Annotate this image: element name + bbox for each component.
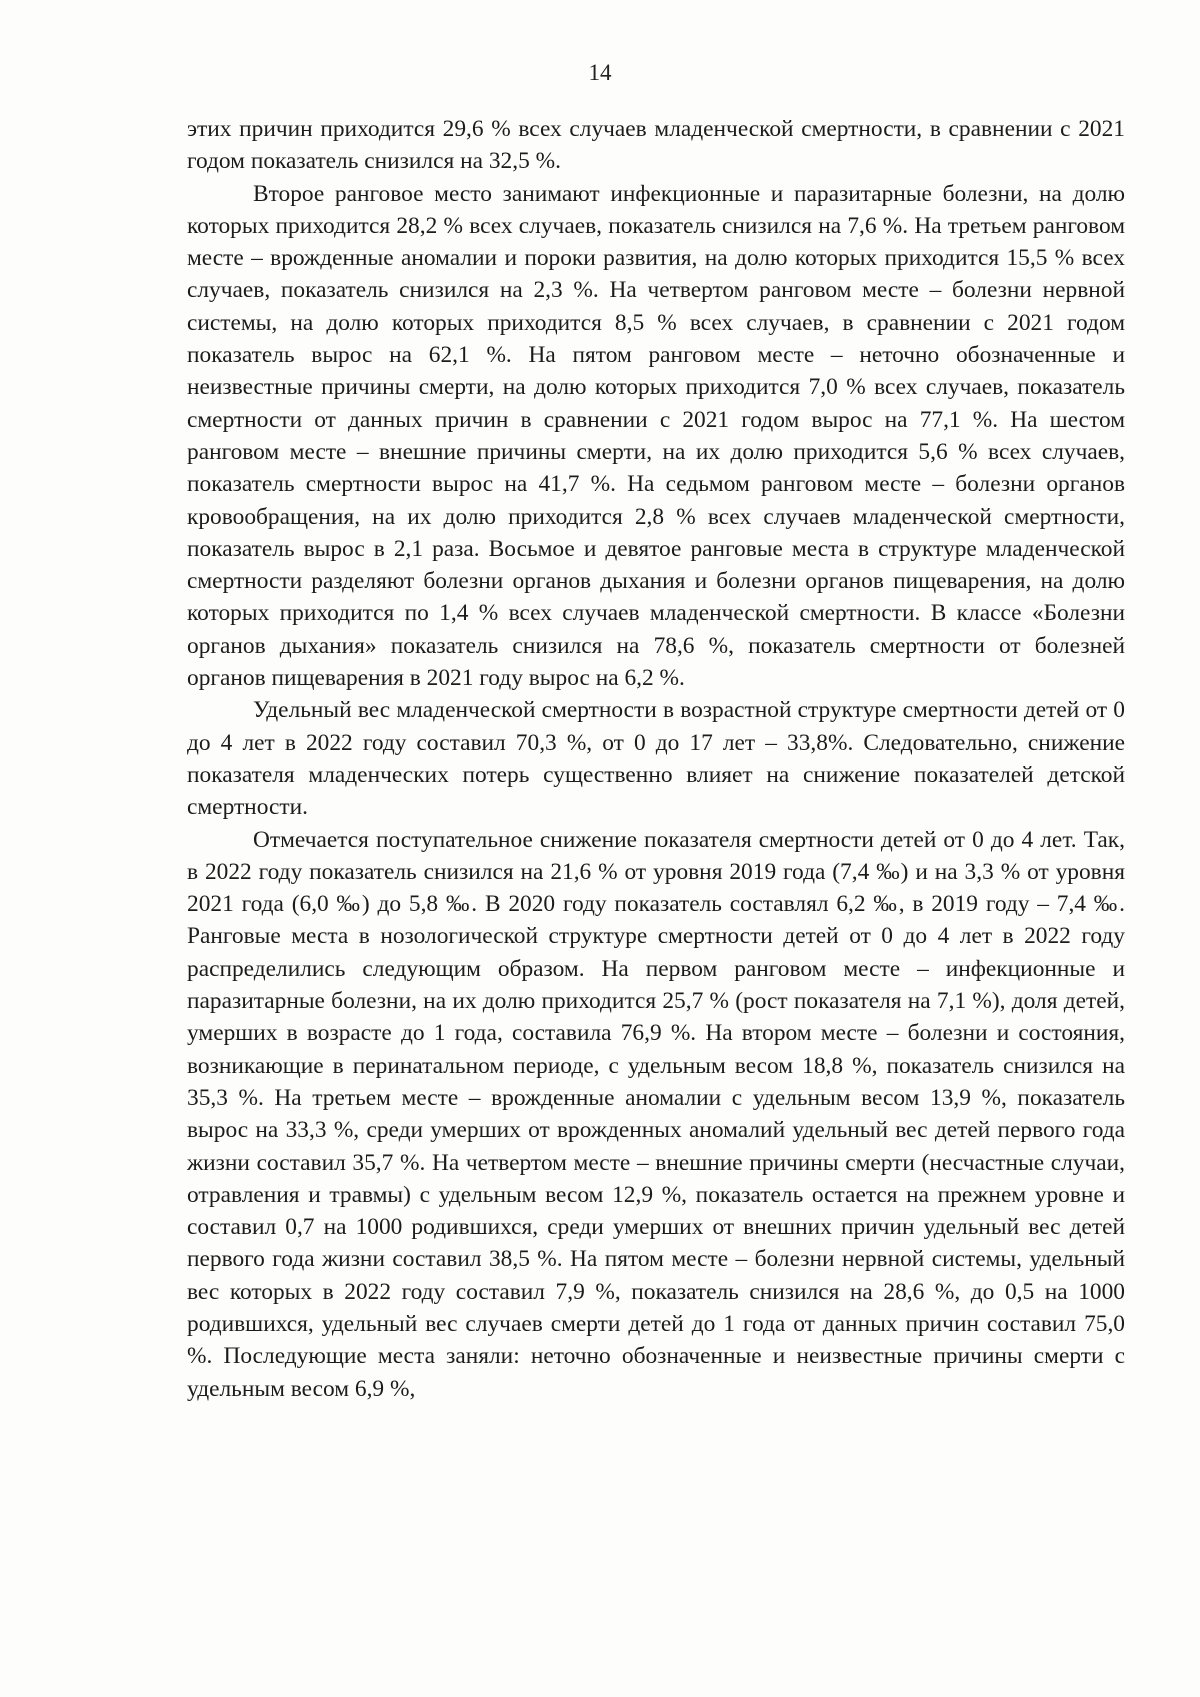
paragraph-child-mortality-0-4: Отмечается поступательное снижение показателя смертности детей от 0 до 4 лет. Так, в 2022 году показатель снизился на 21,6 % от уровня 2019 года (7,4 ‰) и на 3,3 % от уровня 2021 года (6,0 ‰) до 5,8 ‰. В 2020 году показатель составлял 6,2 ‰, в 2019 году – 7,4 ‰. Ранговые места в нозологической структуре смертности детей от 0 до 4 лет в 2022 году распределились следующим образом. На первом ранговом месте – инфекционные и паразитарные болезни, на их долю приходится 25,7 % (рост показателя на 7,1 %), доля детей, умерших в возрасте до 1 года, составила 76,9 %. На втором месте – болезни и состояния, возникающие в перинатальном периоде, с удельным весом 18,8 %, показатель снизился на 35,3 %. На третьем месте – врожденные аномалии с удельным весом 13,9 %, показатель вырос на 33,3 %, среди умерших от врожденных аномалий удельный вес детей первого года жизни составил 35,7 %. На четвертом месте – внешние причины смерти (несчастные случаи, отравления и травмы) с удельным весом 12,9 %, показатель остается на прежнем уровне и составил 0,7 на 1000 родившихся, среди умерших от внешних причин удельный вес детей первого года жизни составил 38,5 %. На пятом месте – болезни нервной системы, удельный вес которых в 2022 году составил 7,9 %, показатель снизился на 28,6 %, до 0,5 на 1000 родившихся, удельный вес случаев смерти детей до 1 года от данных причин составил 75,0 %. Последующие места заняли: неточно обозначенные и неизвестные причины смерти с удельным весом 6,9 %, — [187, 826, 1125, 1402]
paragraph-infant-share: Удельный вес младенческой смертности в возрастной структуре смертности детей от 0 до 4 лет в 2022 году составил 70,3 %, от 0 до 17 лет – 33,8%. Следовательно, снижение показателя младенческих потерь существенно влияет на снижение показателей детской смертности. — [187, 697, 1125, 821]
paragraph-continuation: этих причин приходится 29,6 % всех случаев младенческой смертности, в сравнении с 2021 годом показатель снизился на 32,5 %. — [187, 116, 1125, 175]
page-number: 14 — [588, 60, 612, 85]
paragraph-infant-mortality-ranks: Второе ранговое место занимают инфекционные и паразитарные болезни, на долю которых приходится 28,2 % всех случаев, показатель снизился на 7,6 %. На третьем ранговом месте – врожденные аномалии и пороки развития, на долю которых приходится 15,5 % всех случаев, показатель снизился на 2,3 %. На четвертом ранговом месте – болезни нервной системы, на долю которых приходится 8,5 % всех случаев, в сравнении с 2021 годом показатель вырос на 62,1 %. На пятом ранговом месте – неточно обозначенные и неизвестные причины смерти, на долю которых приходится 7,0 % всех случаев, показатель смертности от данных причин в сравнении с 2021 годом вырос на 77,1 %. На шестом ранговом месте – внешние причины смерти, на их долю приходится 5,6 % всех случаев, показатель смертности вырос на 41,7 %. На седьмом ранговом месте – болезни органов кровообращения, на их долю приходится 2,8 % всех случаев младенческой смертности, показатель вырос в 2,1 раза. Восьмое и девятое ранговые места в структуре младенческой смертности разделяют болезни органов дыхания и болезни органов пищеварения, на долю которых приходится по 1,4 % всех случаев младенческой смертности. В классе «Болезни органов дыхания» показатель снизился на 78,6 %, показатель смертности от болезней органов пищеварения в 2021 году вырос на 6,2 %. — [187, 180, 1125, 692]
document-body — [187, 113, 1125, 1405]
